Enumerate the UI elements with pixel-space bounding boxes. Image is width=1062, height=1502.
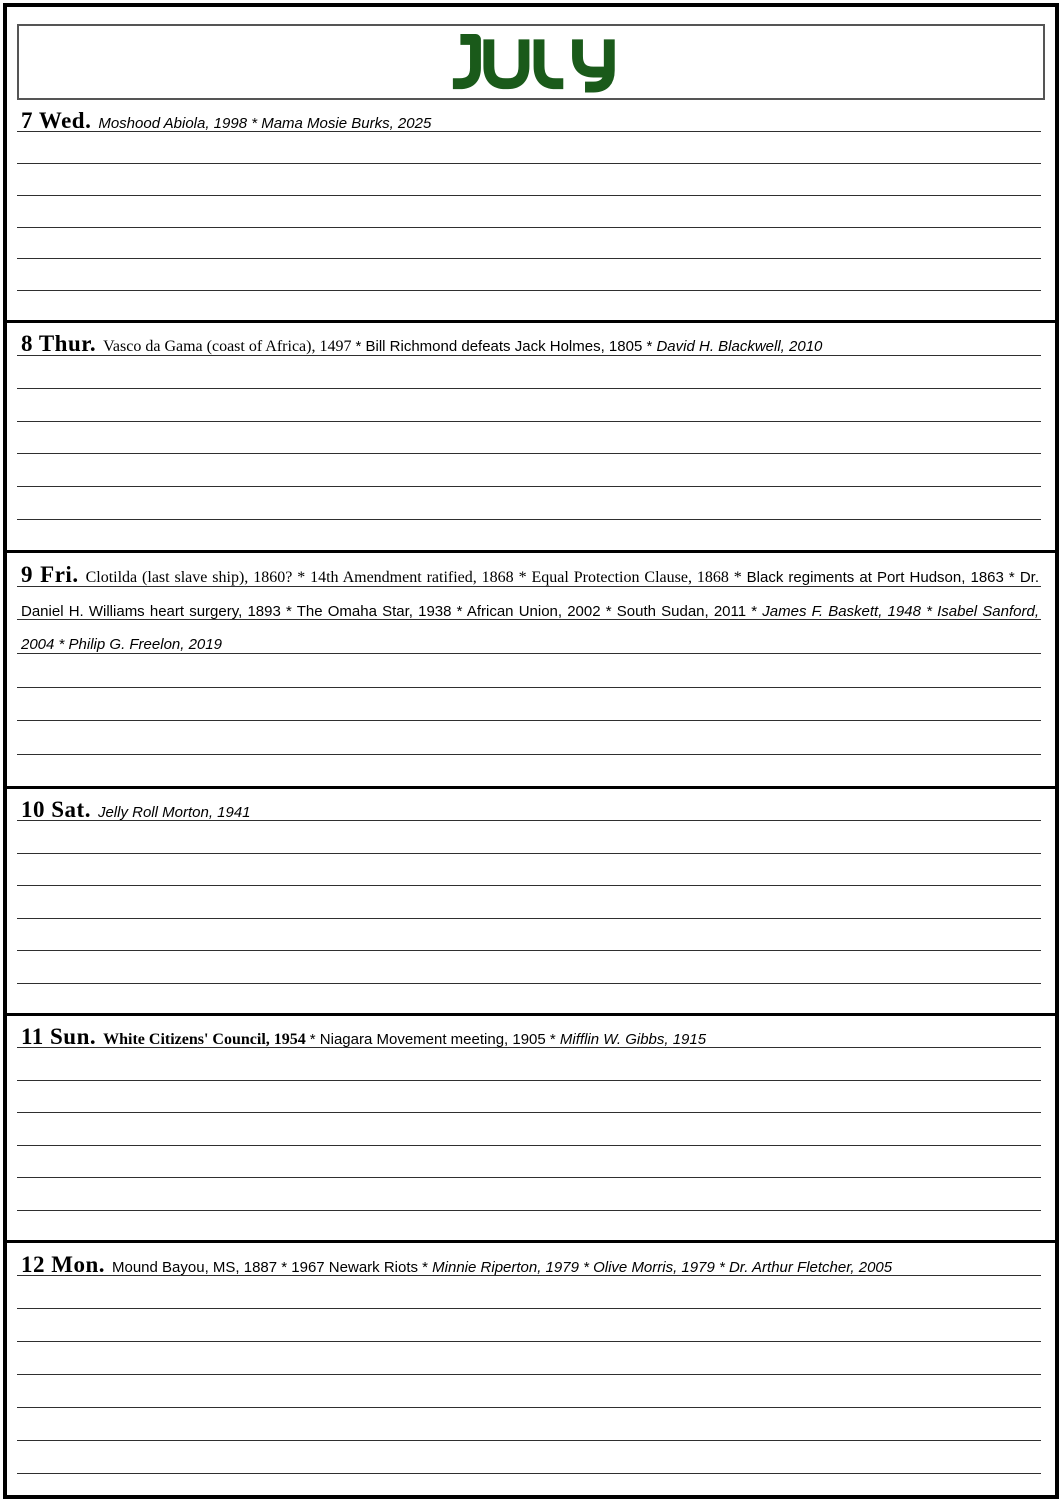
ruled-line [17, 196, 1041, 228]
day-name: Thur. [38, 331, 97, 356]
day-section-9-fri [7, 553, 1055, 789]
ruled-line [17, 854, 1041, 886]
ruled-line [17, 487, 1041, 520]
ruled-line [17, 1408, 1041, 1441]
day-events [103, 1031, 706, 1048]
ruled-line [17, 389, 1041, 422]
day-number: 10 [21, 797, 45, 822]
day-entry [21, 553, 1039, 662]
day-entry [21, 100, 1039, 140]
day-name: Sat. [51, 797, 91, 822]
event-text: Mifflin W. Gibbs, 1915 [559, 1031, 707, 1048]
ruled-line [17, 1441, 1041, 1474]
ruled-line [17, 259, 1041, 291]
day-entry [21, 323, 1039, 364]
day-name: Wed. [38, 108, 92, 133]
event-text: * Niagara Movement meeting, 1905 * [309, 1031, 560, 1048]
ruled-line [17, 919, 1041, 951]
event-text: David H. Blackwell, 2010 [656, 338, 823, 355]
day-entry [21, 789, 1039, 829]
ruled-line [17, 688, 1041, 722]
day-entry [21, 1243, 1039, 1284]
day-section-10-sat [7, 789, 1055, 1016]
day-number: 11 [21, 1024, 44, 1049]
event-text: Clotilda (last slave ship), 1860? * 14th Amendment ratified, 1868 * Equal Protection Clause, 1868 * [85, 569, 747, 586]
day-heading [21, 797, 91, 822]
day-events [98, 804, 251, 821]
day-heading [21, 1024, 96, 1049]
ruled-line [17, 454, 1041, 487]
day-name: Mon. [51, 1252, 105, 1277]
ruled-line [17, 1342, 1041, 1375]
ruled-line [17, 1178, 1041, 1210]
ruled-line [17, 1113, 1041, 1145]
ruled-line [17, 951, 1041, 983]
ruled-line [17, 886, 1041, 918]
ruled-line [17, 1081, 1041, 1113]
day-number: 9 [21, 562, 33, 587]
day-section-11-sun [7, 1016, 1055, 1243]
event-text: Jelly Roll Morton, 1941 [97, 804, 251, 821]
event-text: Vasco da Gama (coast of Africa), 1497 [103, 338, 356, 355]
event-text: Moshood Abiola, 1998 * Mama Mosie Burks, 2025 [98, 115, 432, 132]
ruled-line [17, 164, 1041, 196]
month-title-icon [437, 31, 626, 93]
day-heading [21, 1252, 105, 1277]
ruled-line [17, 1375, 1041, 1408]
ruled-line [17, 422, 1041, 455]
day-name: Sun. [49, 1024, 97, 1049]
event-text: White Citizens' Council, 1954 [103, 1031, 310, 1048]
day-heading [21, 562, 79, 587]
event-text: Minnie Riperton, 1979 * Olive Morris, 1979 * Dr. Arthur Fletcher, 2005 [432, 1259, 893, 1276]
ruled-line [17, 228, 1041, 260]
day-sections [7, 100, 1055, 1483]
day-section-7-wed [7, 100, 1055, 323]
day-heading [21, 108, 91, 133]
day-number: 12 [21, 1252, 45, 1277]
ruled-line [17, 1146, 1041, 1178]
day-events [98, 115, 431, 132]
day-number: 7 [21, 108, 33, 133]
month-title-box [17, 24, 1045, 100]
day-events [21, 569, 1039, 653]
day-entry [21, 1016, 1039, 1056]
day-name: Fri. [40, 562, 79, 587]
ruled-line [17, 1309, 1041, 1342]
day-section-8-thur [7, 323, 1055, 553]
day-heading [21, 331, 96, 356]
day-number: 8 [21, 331, 33, 356]
day-events [103, 338, 822, 355]
calendar-page [3, 3, 1059, 1499]
event-text: James F. Baskett, 1948 * Isabel Sanford, 2004 * Philip G. Freelon, 2019 [21, 602, 1039, 654]
event-text: Mound Bayou, MS, 1887 * 1967 Newark Riots * [112, 1259, 433, 1276]
day-events [112, 1259, 892, 1276]
day-section-12-mon [7, 1243, 1055, 1483]
event-text: * Bill Richmond defeats Jack Holmes, 1805 * [355, 338, 657, 355]
event-text: Black regiments at Port Hudson, 1863 * Dr. Daniel H. Williams heart surgery, 1893 * The Omaha Star, 1938 * African Union, 2002 * South Sudan, 2011 * [21, 569, 1040, 620]
ruled-line [17, 721, 1041, 755]
